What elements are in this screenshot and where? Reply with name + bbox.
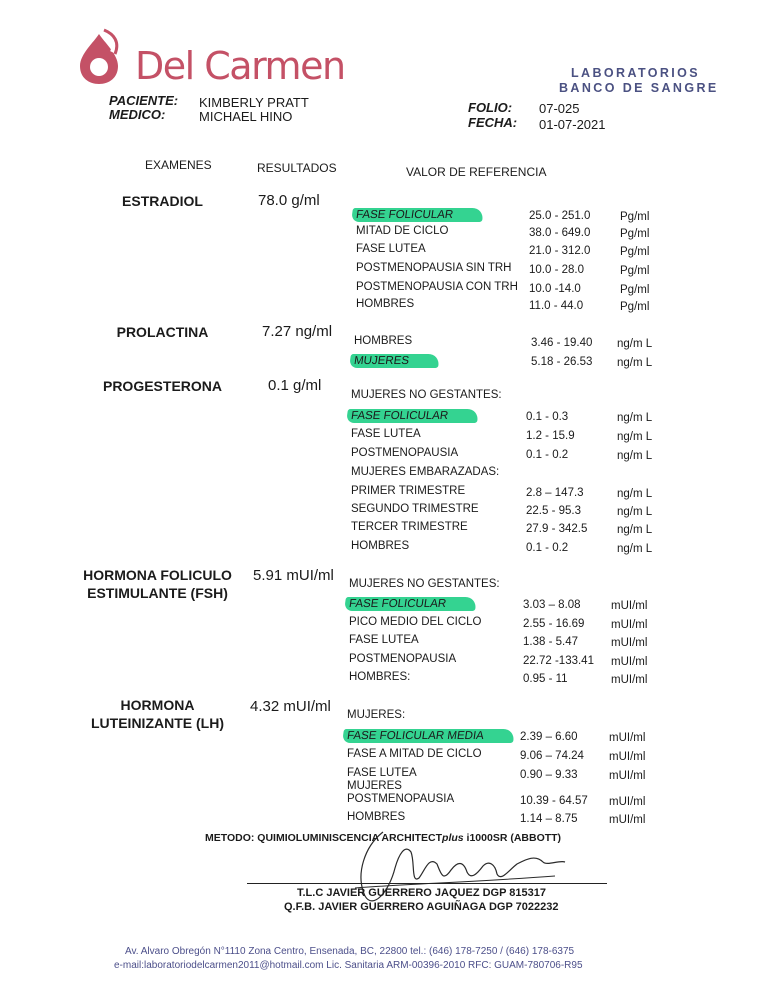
reference-label: FASE LUTEA bbox=[349, 634, 419, 646]
exam-name-line: PROLACTINA bbox=[116, 324, 209, 340]
brand-name: Del Carmen bbox=[135, 44, 345, 88]
reference-label: POSTMENOPAUSIA bbox=[349, 653, 457, 665]
reference-range: 3.03 – 8.08 bbox=[523, 599, 581, 611]
col-header-exams: EXAMENES bbox=[145, 158, 212, 172]
reference-unit: mUI/ml bbox=[611, 619, 648, 631]
lab-title-line1: LABORATORIOS bbox=[571, 66, 701, 80]
footer-contact: e-mail:laboratoriodelcarmen2011@hotmail.com Lic. Sanitaria ARM-00396-2010 RFC: GUAM-780706-R95 bbox=[114, 960, 583, 971]
reference-range: 0.1 - 0.2 bbox=[526, 542, 569, 554]
doctor-name: MICHAEL HINO bbox=[199, 109, 293, 124]
reference-unit: ng/m L bbox=[617, 543, 653, 555]
reference-label: SEGUNDO TRIMESTRE bbox=[351, 503, 479, 515]
exam-result: 0.1 g/ml bbox=[268, 377, 322, 394]
reference-unit: mUI/ml bbox=[609, 751, 646, 763]
highlighted-reference-label: FASE FOLICULAR bbox=[346, 409, 479, 423]
reference-unit: ng/m L bbox=[617, 412, 653, 424]
reference-range: 3.46 - 19.40 bbox=[531, 337, 593, 349]
reference-label: POSTMENOPAUSIA bbox=[347, 793, 455, 805]
reference-label: HOMBRES bbox=[351, 540, 410, 552]
reference-label: FASE A MITAD DE CICLO bbox=[347, 748, 482, 760]
highlighted-reference-label: MUJERES bbox=[349, 354, 440, 368]
reference-range: 38.0 - 649.0 bbox=[529, 227, 591, 239]
reference-range: 1.14 – 8.75 bbox=[520, 813, 578, 825]
highlighted-reference-label: FASE FOLICULAR bbox=[344, 597, 477, 611]
date-label: FECHA: bbox=[468, 115, 518, 130]
reference-range: 2.55 - 16.69 bbox=[523, 618, 585, 630]
reference-label: MUJERES NO GESTANTES: bbox=[349, 578, 500, 590]
reference-label: POSTMENOPAUSIA SIN TRH bbox=[356, 262, 512, 274]
reference-unit: Pg/ml bbox=[620, 246, 650, 258]
highlighted-reference-label: FASE FOLICULAR bbox=[351, 208, 484, 222]
reference-label: HOMBRES bbox=[354, 335, 413, 347]
method-prefix: METODO: QUIMIOLUMINISCENCIA ARCHITECT bbox=[205, 832, 443, 844]
reference-label: MUJERES EMBARAZADAS: bbox=[351, 466, 500, 478]
reference-label: TERCER TRIMESTRE bbox=[351, 521, 468, 533]
col-header-results: RESULTADOS bbox=[257, 161, 337, 175]
reference-label: HOMBRES: bbox=[349, 671, 411, 683]
exam-name-line: ESTRADIOL bbox=[122, 193, 203, 209]
reference-unit: mUI/ml bbox=[609, 732, 646, 744]
reference-range: 10.0 -14.0 bbox=[529, 283, 581, 295]
exam-result: 7.27 ng/ml bbox=[262, 323, 333, 340]
exam-name-line: HORMONA bbox=[120, 697, 195, 713]
reference-range: 0.1 - 0.2 bbox=[526, 449, 569, 461]
reference-label: FASE LUTEA bbox=[347, 767, 417, 779]
reference-label: PRIMER TRIMESTRE bbox=[351, 485, 466, 497]
reference-label: POSTMENOPAUSIA CON TRH bbox=[356, 281, 518, 293]
reference-unit: mUI/ml bbox=[609, 770, 646, 782]
reference-unit: Pg/ml bbox=[620, 301, 650, 313]
exam-name-line: HORMONA FOLICULO bbox=[83, 567, 232, 583]
reference-label: HOMBRES bbox=[356, 298, 415, 310]
reference-range: 22.72 -133.41 bbox=[523, 655, 594, 667]
col-header-reference: VALOR DE REFERENCIA bbox=[406, 165, 547, 179]
exam-name-line: LUTEINIZANTE (LH) bbox=[91, 715, 224, 731]
reference-unit: mUI/ml bbox=[611, 637, 648, 649]
reference-label: MITAD DE CICLO bbox=[356, 225, 449, 237]
patient-name: KIMBERLY PRATT bbox=[199, 95, 309, 110]
reference-range: 1.38 - 5.47 bbox=[523, 636, 578, 648]
folio-value: 07-025 bbox=[539, 101, 580, 116]
reference-label: HOMBRES bbox=[347, 811, 406, 823]
folio-label: FOLIO: bbox=[468, 100, 513, 115]
reference-label: PICO MEDIO DEL CICLO bbox=[349, 616, 482, 628]
reference-range: 22.5 - 95.3 bbox=[526, 505, 581, 517]
reference-label: MUJERES NO GESTANTES: bbox=[351, 389, 502, 401]
reference-unit: mUI/ml bbox=[609, 796, 646, 808]
del-carmen-logo-icon bbox=[74, 28, 124, 88]
reference-label: MUJERES bbox=[347, 780, 402, 792]
signature-line bbox=[247, 883, 607, 884]
highlighted-reference-label: FASE FOLICULAR MEDIA bbox=[342, 729, 515, 743]
reference-range: 21.0 - 312.0 bbox=[529, 245, 591, 257]
reference-unit: ng/m L bbox=[617, 524, 653, 536]
exam-name bbox=[75, 696, 240, 732]
reference-unit: ng/m L bbox=[617, 488, 653, 500]
exam-name bbox=[95, 377, 230, 395]
reference-label: FASE LUTEA bbox=[351, 428, 421, 440]
patient-label: PACIENTE: bbox=[109, 93, 179, 108]
reference-unit: ng/m L bbox=[617, 450, 653, 462]
exam-result: 78.0 g/ml bbox=[258, 192, 320, 209]
reference-unit: mUI/ml bbox=[611, 600, 648, 612]
reference-unit: mUI/ml bbox=[611, 674, 648, 686]
reference-unit: Pg/ml bbox=[620, 228, 650, 240]
exam-name-line: ESTIMULANTE (FSH) bbox=[87, 585, 228, 601]
exam-result: 4.32 mUI/ml bbox=[250, 698, 331, 715]
method-italic: plus bbox=[442, 832, 464, 844]
reference-range: 11.0 - 44.0 bbox=[529, 300, 584, 312]
reference-range: 27.9 - 342.5 bbox=[526, 523, 588, 535]
exam-name bbox=[95, 323, 230, 341]
reference-range: 5.18 - 26.53 bbox=[531, 356, 593, 368]
reference-unit: Pg/ml bbox=[620, 211, 650, 223]
reference-range: 0.90 – 9.33 bbox=[520, 769, 578, 781]
signatory-1: T.L.C JAVIER GUERRERO JAQUEZ DGP 815317 bbox=[297, 887, 546, 899]
reference-range: 0.1 - 0.3 bbox=[526, 411, 569, 423]
reference-label: POSTMENOPAUSIA bbox=[351, 447, 459, 459]
reference-range: 25.0 - 251.0 bbox=[529, 210, 591, 222]
lab-title-line2: BANCO DE SANGRE bbox=[559, 81, 719, 95]
reference-unit: ng/m L bbox=[617, 338, 653, 350]
reference-unit: mUI/ml bbox=[611, 656, 648, 668]
reference-unit: Pg/ml bbox=[620, 284, 650, 296]
reference-range: 10.39 - 64.57 bbox=[520, 795, 588, 807]
reference-range: 2.8 – 147.3 bbox=[526, 487, 584, 499]
doctor-label: MEDICO: bbox=[109, 107, 166, 122]
reference-label: FASE LUTEA bbox=[356, 243, 426, 255]
reference-range: 9.06 – 74.24 bbox=[520, 750, 584, 762]
exam-result: 5.91 mUI/ml bbox=[253, 567, 334, 584]
signatory-2: Q.F.B. JAVIER GUERRERO AGUIÑAGA DGP 7022232 bbox=[284, 901, 559, 913]
reference-range: 0.95 - 11 bbox=[523, 673, 568, 685]
reference-unit: mUI/ml bbox=[609, 814, 646, 826]
reference-unit: ng/m L bbox=[617, 357, 653, 369]
reference-range: 10.0 - 28.0 bbox=[529, 264, 584, 276]
footer-address: Av. Alvaro Obregón N°1110 Zona Centro, Ensenada, BC, 22800 tel.: (646) 178-7250 / (646) 178-6375 bbox=[125, 946, 575, 957]
reference-unit: ng/m L bbox=[617, 431, 653, 443]
exam-name-line: PROGESTERONA bbox=[102, 378, 222, 394]
reference-unit: ng/m L bbox=[617, 506, 653, 518]
method-suffix: i1000SR (ABBOTT) bbox=[463, 832, 562, 844]
reference-label: MUJERES: bbox=[347, 709, 406, 721]
exam-name bbox=[95, 192, 230, 210]
date-value: 01-07-2021 bbox=[539, 117, 606, 132]
reference-unit: Pg/ml bbox=[620, 265, 650, 277]
reference-range: 2.39 – 6.60 bbox=[520, 731, 578, 743]
reference-range: 1.2 - 15.9 bbox=[526, 430, 575, 442]
exam-name bbox=[75, 566, 240, 602]
